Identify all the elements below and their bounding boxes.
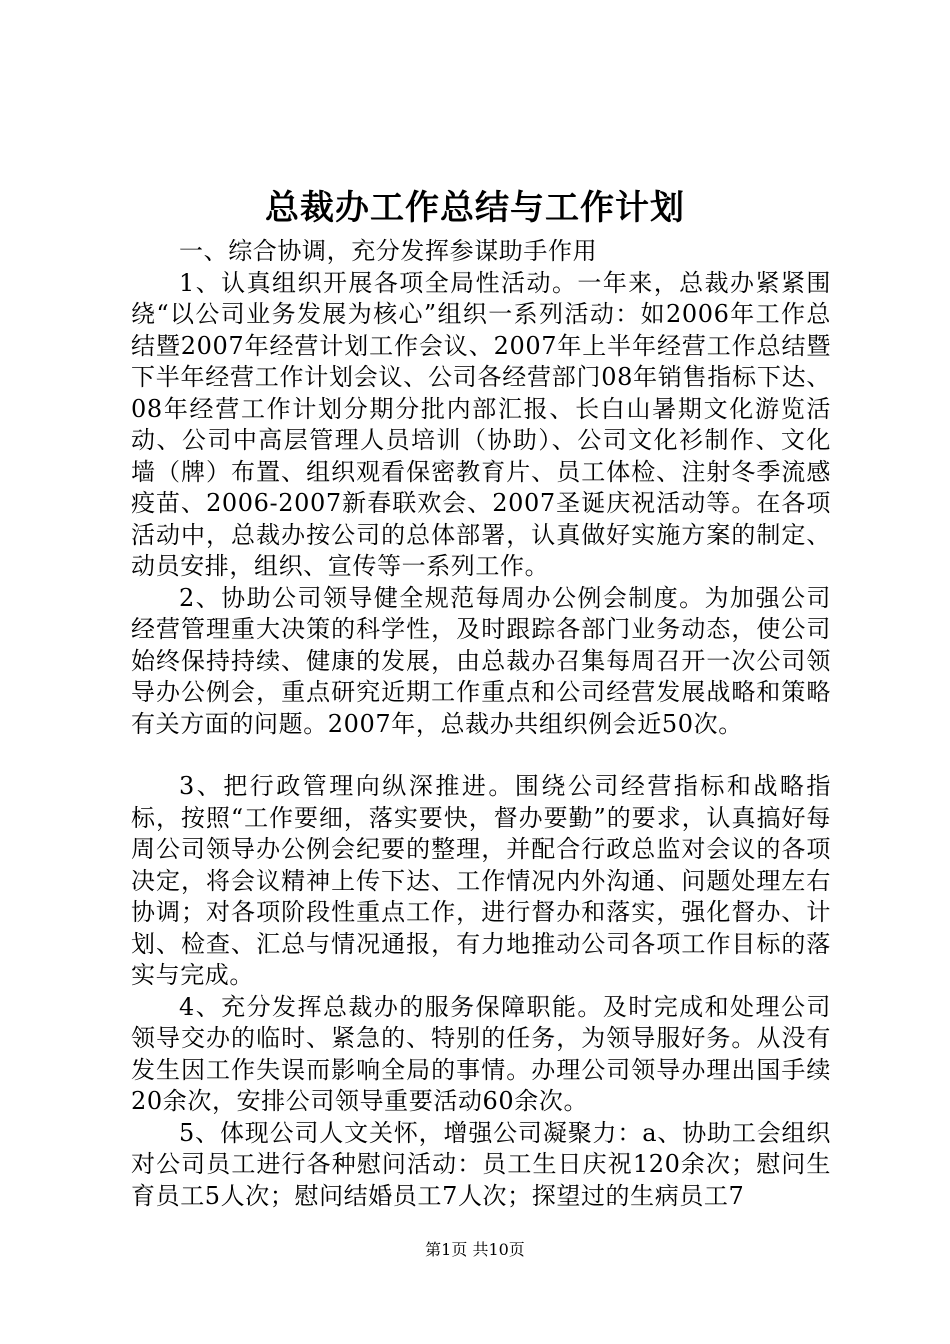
paragraph-2: 2、协助公司领导健全规范每周办公例会制度。为加强公司经营管理重大决策的科学性，及时跟踪各部门业务动态，使公司始终保持持续、健康的发展，由总裁办召集每周召开一次公司领导办公例会，重点研究近期工作重点和公司经营发展战略和策略有关方面的问题。2007年，总裁办共组织例会近50次。: [131, 583, 831, 738]
page-footer: 第1页 共10页: [425, 1240, 525, 1259]
paragraph-3: 3、把行政管理向纵深推进。围绕公司经营指标和战略指标，按照“工作要细，落实要快，督办要勤”的要求，认真搞好每周公司领导办公例会纪要的整理，并配合行政总监对会议的各项决定，将会议精神上传下达、工作情况内外沟通、问题处理左右协调；对各项阶段性重点工作，进行督办和落实，强化督办、计划、检查、汇总与情况通报，有力地推动公司各项工作目标的落实与完成。: [131, 772, 831, 989]
paragraph-4: 4、充分发挥总裁办的服务保障职能。及时完成和处理公司领导交办的临时、紧急的、特别的任务，为领导服好务。从没有发生因工作失误而影响全局的事情。办理公司领导办理出国手续20余次，安排公司领导重要活动60余次。: [131, 992, 831, 1115]
paragraph-spacer: [131, 740, 831, 771]
section-heading: 一、综合协调，充分发挥参谋助手作用: [179, 237, 598, 265]
paragraph-1: 1、认真组织开展各项全局性活动。一年来，总裁办紧紧围绕“以公司业务发展为核心”组织一系列活动：如2006年工作总结暨2007年经营计划工作会议、2007年上半年经营工作总结暨下半年经营工作计划会议、公司各经营部门08年销售指标下达、08年经营工作计划分期分批内部汇报、长白山暑期文化游览活动、公司中高层管理人员培训（协助）、公司文化衫制作、文化墙（牌）布置、组织观看保密教育片、员工体检、注射冬季流感疫苗、2006-2007新春联欢会、2007圣诞庆祝活动等。在各项活动中，总裁办按公司的总体部署，认真做好实施方案的制定、动员安排，组织、宣传等一系列工作。: [131, 268, 831, 580]
document-title: 总裁办工作总结与工作计划: [265, 188, 685, 228]
paragraph-5: 5、体现公司人文关怀，增强公司凝聚力：a、协助工会组织对公司员工进行各种慰问活动：员工生日庆祝120余次；慰问生育员工5人次；慰问结婚员工7人次；探望过的生病员工7: [131, 1118, 831, 1210]
document-body: [131, 236, 831, 1212]
